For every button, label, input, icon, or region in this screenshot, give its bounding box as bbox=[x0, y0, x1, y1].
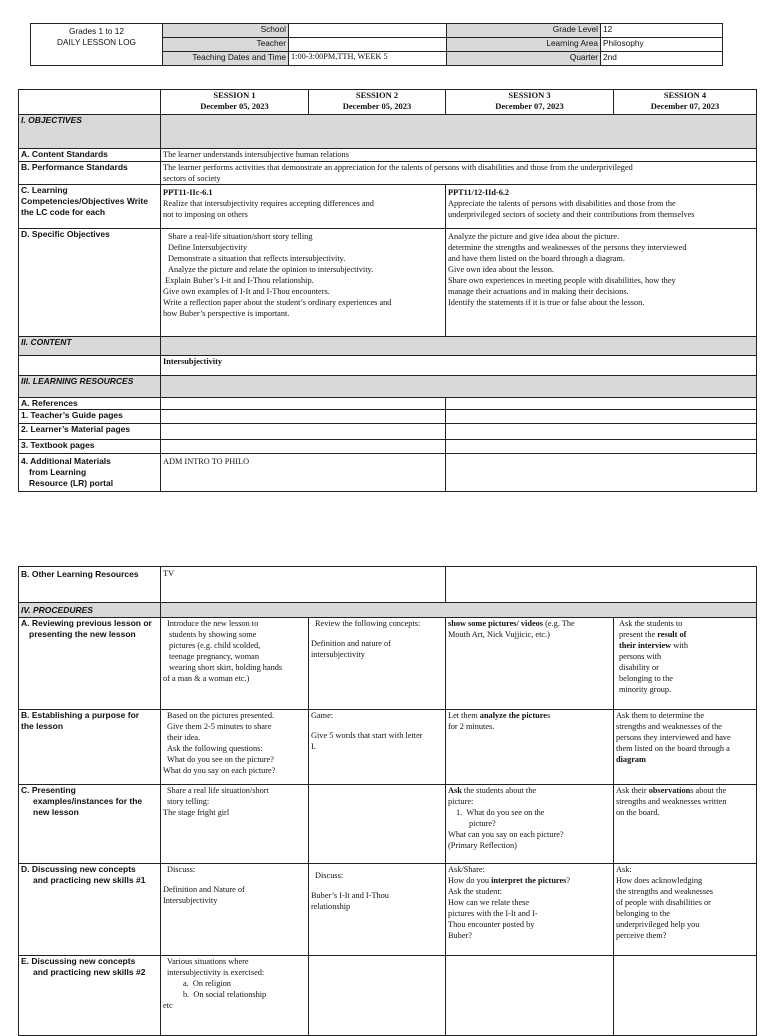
grade-level-label: Grade Level bbox=[447, 24, 601, 38]
specific-objectives-left: Share a real-life situation/short story telling Define Intersubjectivity Demonstrate a situation that reflects intersubjectivity. Analyze the picture and relate the opinion to intersubjectivity. Explain Buber’s I-it and I-Thou relationship. Give own examples of I-It and I-Thou encounters. Write a reflection paper about the student’s ordinary experiences and how Buber’s perspective is important. bbox=[161, 229, 446, 337]
procedure-e-label: E. Discussing new concepts and practicing new skills #2 bbox=[19, 956, 161, 1036]
content-heading: II. CONTENT bbox=[19, 337, 161, 356]
procedure-b-session-2: Game: Give 5 words that start with letter I. bbox=[309, 710, 446, 785]
competency-left: PPT11-IIc-6.1 Realize that intersubjectivity requires accepting differences and not to imposing on others bbox=[161, 185, 446, 229]
quarter-label: Quarter bbox=[447, 52, 601, 66]
procedure-d-session-4: Ask: How does acknowledging the strengths and weaknesses of people with disabilities or belonging to the underprivileged help you perceive them? bbox=[614, 864, 757, 956]
procedure-d-session-1: Discuss: Definition and Nature of Intersubjectivity bbox=[161, 864, 309, 956]
procedures-heading: IV. PROCEDURES bbox=[19, 603, 161, 618]
learning-area-label: Learning Area bbox=[447, 38, 601, 52]
competency-right: PPT11/12-IId-6.2 Appreciate the talents of persons with disabilities and those from the underprivileged sectors of society and their contributions from themselves bbox=[446, 185, 757, 229]
additional-materials-value: ADM INTRO TO PHILO bbox=[161, 454, 446, 492]
lesson-table bbox=[18, 89, 757, 492]
procedure-d-label: D. Discussing new concepts and practicing new skills #1 bbox=[19, 864, 161, 956]
teacher-field[interactable] bbox=[289, 38, 447, 52]
procedure-c-session-3: Ask the students about the picture: 1. What do you see on the picture? What can you say on each picture? (Primary Reflection) bbox=[446, 785, 614, 864]
teachers-guide-label: 1. Teacher’s Guide pages bbox=[19, 410, 161, 424]
performance-standards-value: The learner performs activities that demonstrate an appreciation for the talents of persons with disabilities and those from the underprivileged sectors of society bbox=[161, 162, 757, 185]
references-label: A. References bbox=[19, 398, 161, 410]
procedure-e-session-1: Various situations where intersubjectivity is exercised: a. On religion b. On social relationship etc bbox=[161, 956, 309, 1036]
session-1-header: SESSION 1 December 05, 2023 bbox=[161, 90, 309, 115]
log-title: Grades 1 to 12 DAILY LESSON LOG bbox=[31, 24, 163, 66]
procedure-c-label: C. Presenting examples/instances for the new lesson bbox=[19, 785, 161, 864]
procedure-b-session-4: Ask them to determine the strengths and weaknesses of the persons they interviewed and have them listed on the board through a diagram bbox=[614, 710, 757, 785]
content-standards-value: The learner understands intersubjective human relations bbox=[161, 149, 757, 162]
other-resources-value: TV bbox=[161, 567, 446, 603]
learning-resources-heading: III. LEARNING RESOURCES bbox=[19, 376, 161, 398]
teacher-label: Teacher bbox=[163, 38, 289, 52]
procedure-c-session-4: Ask their observations about the strengths and weaknesses written on the board. bbox=[614, 785, 757, 864]
school-label: School bbox=[163, 24, 289, 38]
session-4-header: SESSION 4 December 07, 2023 bbox=[614, 90, 757, 115]
procedure-c-session-1: Share a real life situation/short story telling: The stage fright girl bbox=[161, 785, 309, 864]
procedure-c-session-2 bbox=[309, 785, 446, 864]
procedure-a-session-3: show some pictures/ videos (e.g. The Mouth Art, Nick Vujjicic, etc.) bbox=[446, 618, 614, 710]
procedure-b-session-3: Let them analyze the pictures for 2 minutes. bbox=[446, 710, 614, 785]
procedure-d-session-2: Discuss: Buber’s I-It and I-Thou relationship bbox=[309, 864, 446, 956]
competencies-label: C. Learning Competencies/Objectives Write the LC code for each bbox=[19, 185, 161, 229]
procedure-b-label: B. Establishing a purpose for the lesson bbox=[19, 710, 161, 785]
teaching-dates-field[interactable]: 1:00-3:00PM,TTH, WEEK 5 bbox=[289, 52, 447, 66]
procedure-a-session-4: Ask the students to present the result of their interview with persons with disability or belonging to the minority group. bbox=[614, 618, 757, 710]
learners-material-label: 2. Learner’s Material pages bbox=[19, 424, 161, 440]
performance-standards-label: B. Performance Standards bbox=[19, 162, 161, 185]
objectives-heading: I. OBJECTIVES bbox=[19, 115, 161, 149]
procedure-b-session-1: Based on the pictures presented. Give them 2-5 minutes to share their idea. Ask the following questions: What do you see on the picture? What do you say on each picture? bbox=[161, 710, 309, 785]
procedure-a-session-1: Introduce the new lesson to students by showing some pictures (e.g. child scolded, teenage pregnancy, woman wearing short skirt, holding hands of a man & a woman etc.) bbox=[161, 618, 309, 710]
session-3-header: SESSION 3 December 07, 2023 bbox=[446, 90, 614, 115]
content-standards-label: A. Content Standards bbox=[19, 149, 161, 162]
procedure-d-session-3: Ask/Share: How do you interpret the pictures? Ask the student: How can we relate these pictures with the I-It and I- Thou encounter posted by Buber? bbox=[446, 864, 614, 956]
teaching-dates-label: Teaching Dates and Time bbox=[163, 52, 289, 66]
grade-level-field[interactable]: 12 bbox=[601, 24, 723, 38]
other-resources-label: B. Other Learning Resources bbox=[19, 567, 161, 603]
blank-corner bbox=[19, 90, 161, 115]
quarter-field[interactable]: 2nd bbox=[601, 52, 723, 66]
specific-objectives-right: Analyze the picture and give idea about the picture. determine the strengths and weaknesses of the persons they interviewed and have them listed on the board through a diagram. Give own idea about the lesson. Share own experiences in meeting people with disabilities, how they manage their actuations and in making their decisions. Identify the statements if it is true or false about the lesson. bbox=[446, 229, 757, 337]
procedure-a-session-2: Review the following concepts: Definition and nature of intersubjectivity bbox=[309, 618, 446, 710]
header-table bbox=[30, 23, 723, 66]
additional-materials-label: 4. Additional Materials from Learning Resource (LR) portal bbox=[19, 454, 161, 492]
school-field[interactable] bbox=[289, 24, 447, 38]
procedure-a-label: A. Reviewing previous lesson or presenting the new lesson bbox=[19, 618, 161, 710]
specific-objectives-label: D. Specific Objectives bbox=[19, 229, 161, 337]
session-2-header: SESSION 2 December 05, 2023 bbox=[309, 90, 446, 115]
learning-area-field[interactable]: Philosophy bbox=[601, 38, 723, 52]
procedures-table bbox=[18, 566, 757, 1036]
content-topic: Intersubjectivity bbox=[161, 356, 757, 376]
textbook-label: 3. Textbook pages bbox=[19, 440, 161, 454]
